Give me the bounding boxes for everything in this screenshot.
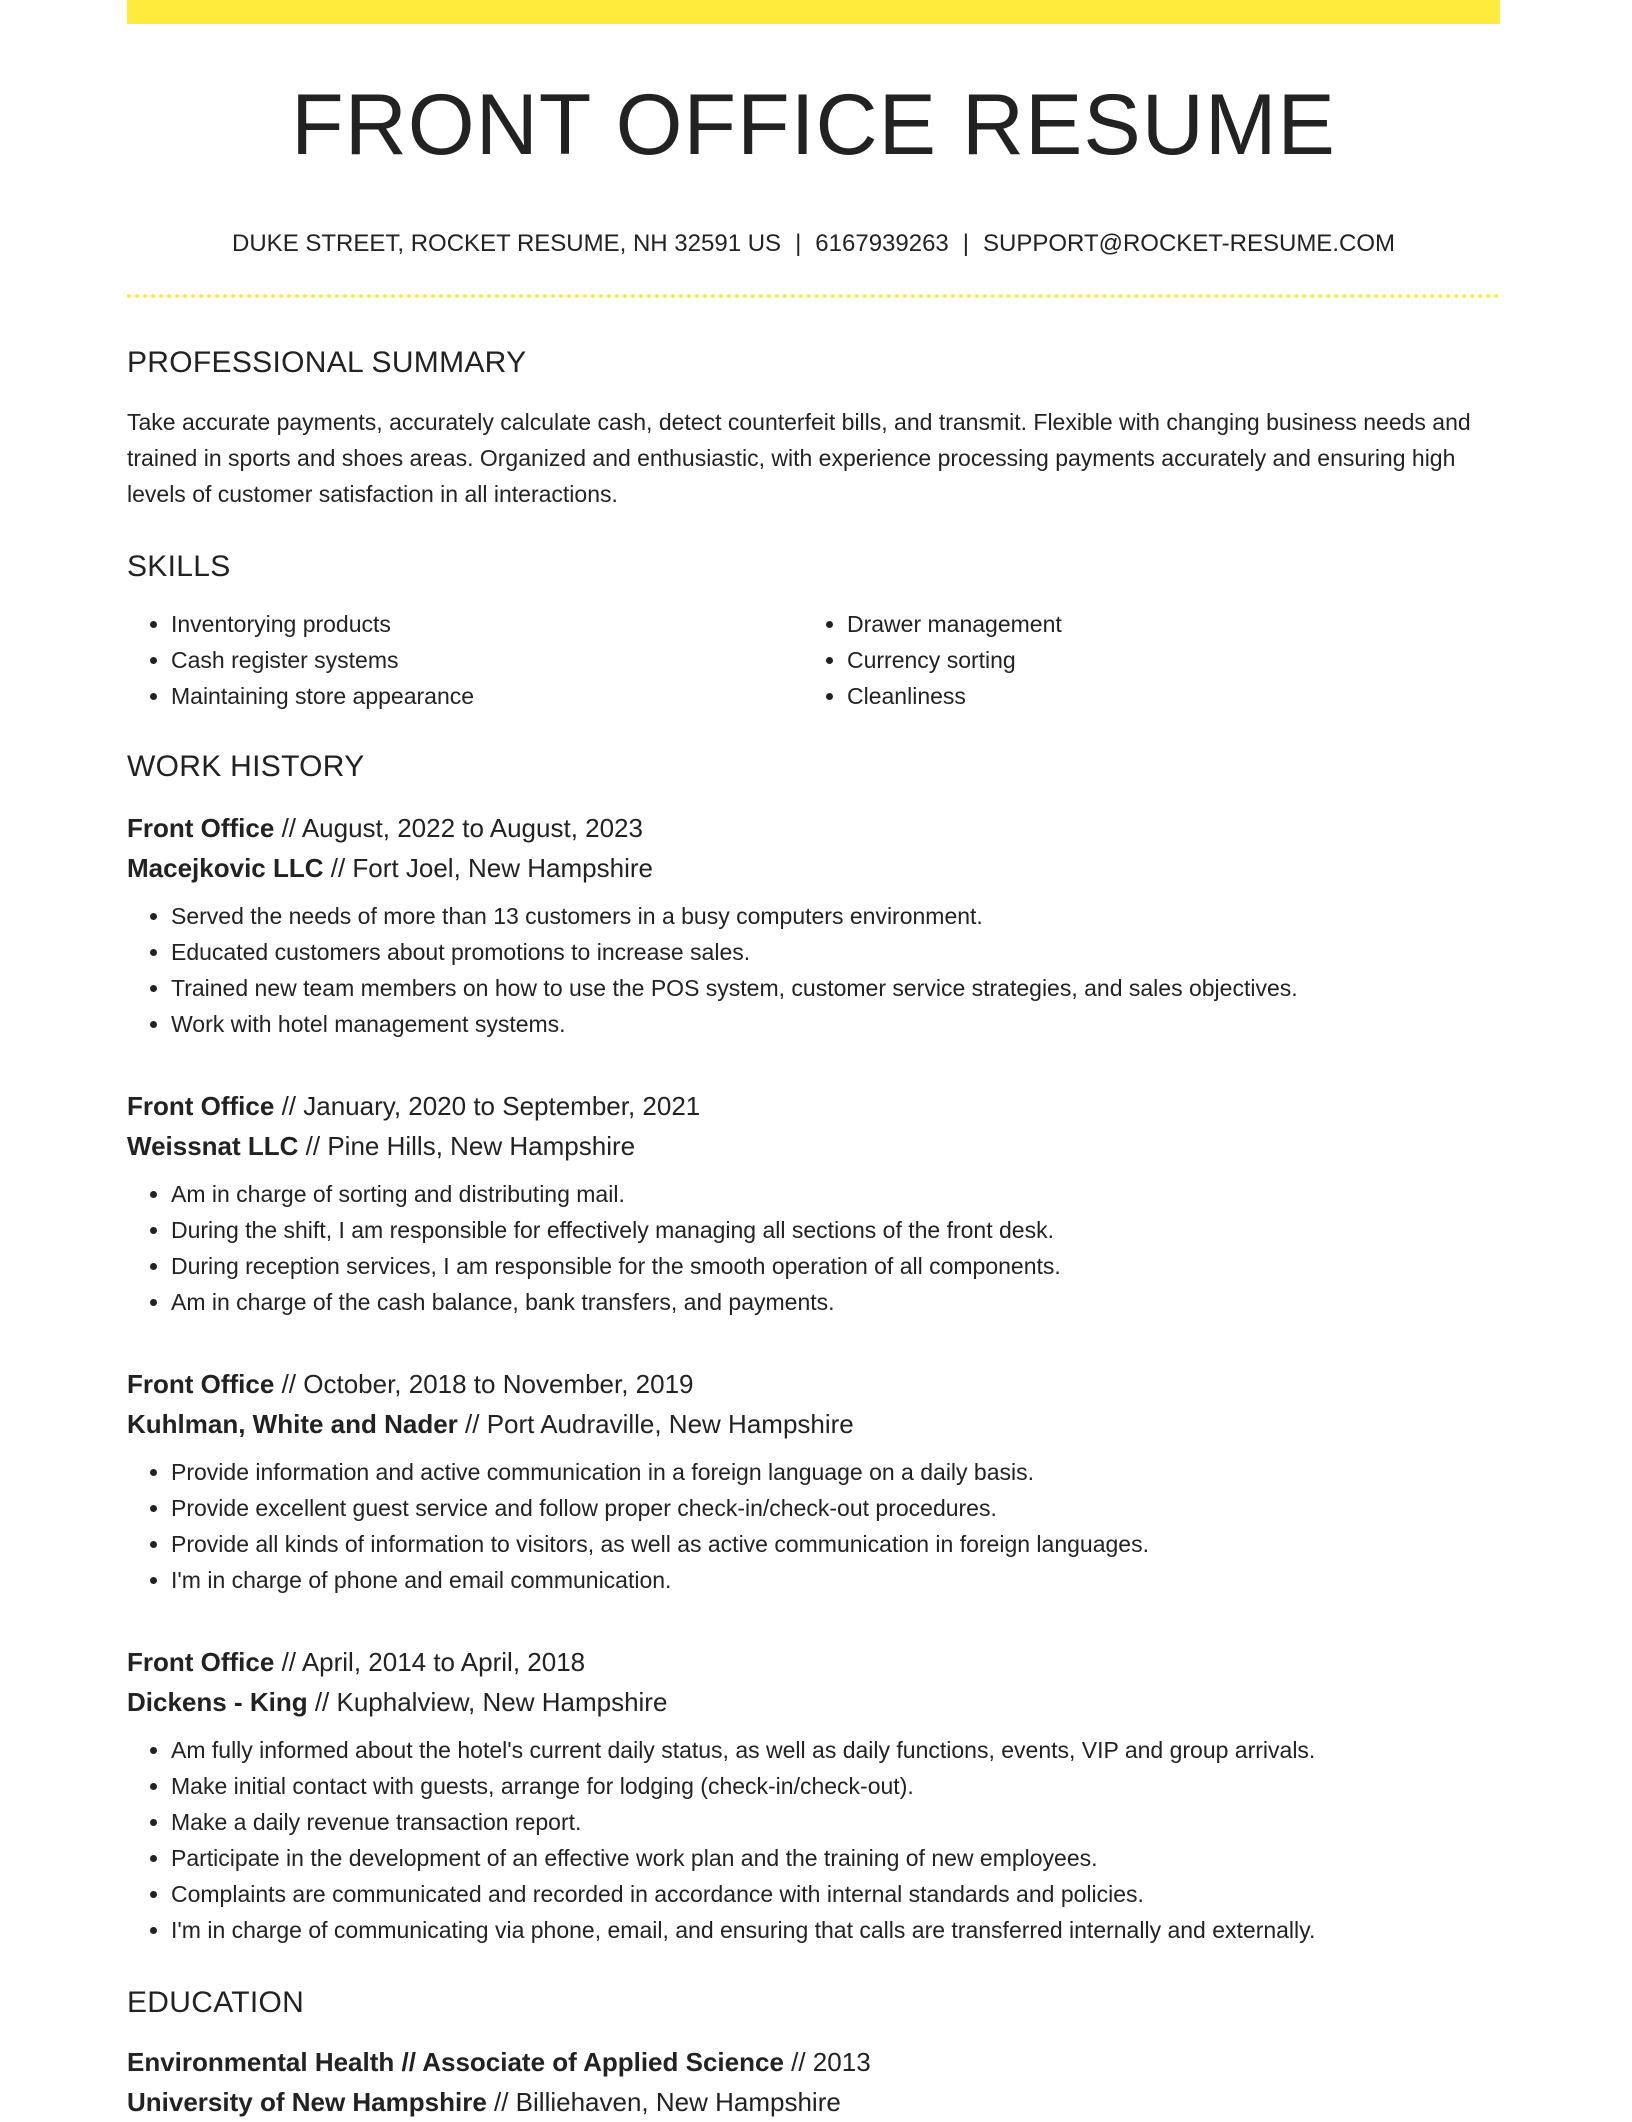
job-company: Weissnat LLC — [127, 1131, 299, 1161]
job-bullet: • Participate in the development of an effective work plan and the training of new employees. — [171, 1840, 1500, 1876]
job-bullets — [127, 1454, 1500, 1598]
job-bullets — [127, 898, 1500, 1042]
skill-item: • Cleanliness — [847, 678, 1479, 714]
education-heading: EDUCATION — [127, 1986, 305, 2019]
job-company: Macejkovic LLC — [127, 853, 324, 883]
job-title-line — [127, 1364, 1500, 1404]
contact-line — [127, 232, 1500, 256]
job-dates: // August, 2022 to August, 2023 — [281, 813, 643, 843]
contact-separator: | — [962, 230, 970, 257]
skill-item: • Maintaining store appearance — [171, 678, 803, 714]
job-bullet: • Served the needs of more than 13 customers in a busy computers environment. — [171, 898, 1500, 934]
job-bullet: • Complaints are communicated and recorded in accordance with internal standards and policies. — [171, 1876, 1500, 1912]
job-bullet: • I'm in charge of phone and email communication. — [171, 1562, 1500, 1598]
header-divider — [127, 294, 1500, 298]
job-bullets — [127, 1176, 1500, 1320]
job-bullet: • Provide excellent guest service and follow proper check-in/check-out procedures. — [171, 1490, 1500, 1526]
job-title-line — [127, 1642, 1500, 1682]
job-entry — [127, 1086, 1500, 1320]
skills-column-left — [127, 606, 803, 714]
education-degree-line — [127, 2042, 1500, 2082]
job-location: // Port Audraville, New Hampshire — [465, 1409, 854, 1439]
job-bullet: • Provide information and active communication in a foreign language on a daily basis. — [171, 1454, 1500, 1490]
job-bullet: • Am fully informed about the hotel's current daily status, as well as daily functions, events, VIP and group arrivals. — [171, 1732, 1500, 1768]
summary-text: Take accurate payments, accurately calculate cash, detect counterfeit bills, and transmit. Flexible with changing business needs and trained in sports and shoes areas. Organized and enthusiastic, with experience processing payments accurately and ensuring high levels of customer satisfaction in all interactions. — [127, 409, 1471, 507]
job-dates: // October, 2018 to November, 2019 — [281, 1369, 694, 1399]
job-location: // Kuphalview, New Hampshire — [314, 1687, 668, 1717]
education-entry — [127, 2042, 1500, 2122]
contact-email: SUPPORT@ROCKET-RESUME.COM — [983, 230, 1395, 257]
contact-address: DUKE STREET, ROCKET RESUME, NH 32591 US — [232, 230, 782, 257]
education-school: University of New Hampshire — [127, 2087, 487, 2117]
job-title: Front Office — [127, 1091, 275, 1121]
job-bullet: • During reception services, I am responsible for the smooth operation of all components. — [171, 1248, 1500, 1284]
job-bullet: • Provide all kinds of information to visitors, as well as active communication in foreign languages. — [171, 1526, 1500, 1562]
job-title: Front Office — [127, 1369, 275, 1399]
education-location: // Billiehaven, New Hampshire — [494, 2087, 841, 2117]
job-bullet: • Trained new team members on how to use the POS system, customer service strategies, and sales objectives. — [171, 970, 1500, 1006]
top-accent-bar — [127, 0, 1500, 24]
education-year: // 2013 — [791, 2047, 871, 2077]
job-bullet: • I'm in charge of communicating via phone, email, and ensuring that calls are transferred internally and externally. — [171, 1912, 1500, 1948]
job-location: // Fort Joel, New Hampshire — [330, 853, 653, 883]
job-company-line — [127, 848, 1500, 888]
job-title-line — [127, 808, 1500, 848]
job-location: // Pine Hills, New Hampshire — [305, 1131, 636, 1161]
job-entry — [127, 808, 1500, 1042]
job-company-line — [127, 1682, 1500, 1722]
job-title: Front Office — [127, 1647, 275, 1677]
skill-item: • Currency sorting — [847, 642, 1479, 678]
job-company-line — [127, 1404, 1500, 1444]
skills-heading: SKILLS — [127, 550, 231, 583]
job-dates: // April, 2014 to April, 2018 — [281, 1647, 586, 1677]
job-bullet: • Work with hotel management systems. — [171, 1006, 1500, 1042]
resume-title: FRONT OFFICE RESUME — [291, 77, 1336, 173]
job-bullet: • Make initial contact with guests, arrange for lodging (check-in/check-out). — [171, 1768, 1500, 1804]
contact-phone: 6167939263 — [815, 230, 949, 257]
skill-item: • Cash register systems — [171, 642, 803, 678]
skill-item: • Inventorying products — [171, 606, 803, 642]
job-dates: // January, 2020 to September, 2021 — [281, 1091, 701, 1121]
skills-list — [127, 606, 1500, 714]
job-company: Kuhlman, White and Nader — [127, 1409, 458, 1439]
contact-separator: | — [795, 230, 802, 257]
job-bullet: • Make a daily revenue transaction report. — [171, 1804, 1500, 1840]
job-bullet: • Am in charge of the cash balance, bank transfers, and payments. — [171, 1284, 1500, 1320]
education-school-line — [127, 2082, 1500, 2122]
job-bullet: • Educated customers about promotions to increase sales. — [171, 934, 1500, 970]
education-degree: Environmental Health // Associate of Applied Science — [127, 2047, 784, 2077]
skill-item: • Drawer management — [847, 606, 1479, 642]
work-history-heading: WORK HISTORY — [127, 750, 365, 783]
job-company: Dickens - King — [127, 1687, 308, 1717]
job-title-line — [127, 1086, 1500, 1126]
job-entry — [127, 1642, 1500, 1948]
job-bullet: • During the shift, I am responsible for effectively managing all sections of the front desk. — [171, 1212, 1500, 1248]
skills-column-right — [803, 606, 1479, 714]
job-title: Front Office — [127, 813, 275, 843]
job-entry — [127, 1364, 1500, 1598]
summary-heading: PROFESSIONAL SUMMARY — [127, 346, 527, 379]
resume-page — [127, 0, 1500, 2122]
job-bullet: • Am in charge of sorting and distributing mail. — [171, 1176, 1500, 1212]
job-company-line — [127, 1126, 1500, 1166]
job-bullets — [127, 1732, 1500, 1948]
